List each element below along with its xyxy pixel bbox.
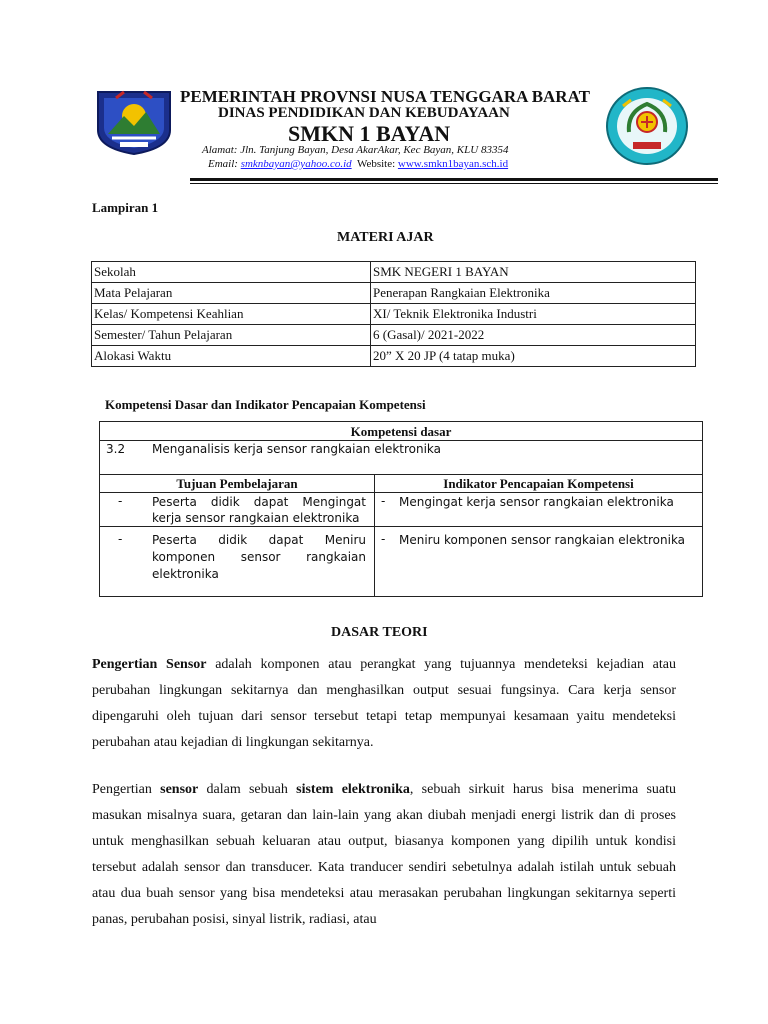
divider [100, 492, 702, 493]
divider [374, 474, 375, 596]
info-value: SMK NEGERI 1 BAYAN [371, 262, 696, 283]
kd-header: Kompetensi dasar [350, 424, 452, 439]
email-link[interactable]: smknbayan@yahoo.co.id [240, 158, 352, 170]
header-department-line: DINAS PENDIDIKAN DAN KEBUDAYAAN [218, 105, 510, 121]
page-title: MATERI AJAR [337, 230, 434, 245]
kd-text: Menganalisis kerja sensor rangkaian elektronika [152, 442, 442, 456]
attachment-label: Lampiran 1 [92, 200, 159, 215]
paragraph-sensor-definition [92, 652, 676, 756]
divider [100, 440, 702, 441]
paragraph-text: Pengertian [92, 782, 161, 797]
paragraph-text: adalah komponen atau perangkat yang tujuannya mendeteksi kejadian atau perubahan lingkungan sekitarnya dan menghasilkan output sesuai fungsinya. Cara kerja sensor dipengaruhi oleh tujuan dari sensor tersebut tetapi tetap mempunyai kesamaan yaitu mendeteksi perubahan atau kejadian di lingkungan sekitarnya. [92, 657, 676, 750]
info-label: Kelas/ Kompetensi Keahlian [92, 304, 371, 325]
school-emblem-logo [605, 86, 689, 166]
info-label: Mata Pelajaran [92, 283, 371, 304]
header-school-name: SMKN 1 BAYAN [288, 121, 451, 146]
kd-number: 3.2 [106, 442, 126, 456]
bullet: - [118, 532, 123, 546]
email-label: Email: [208, 158, 241, 170]
bullet: - [118, 494, 123, 508]
table-row [92, 304, 696, 325]
header-government-line: PEMERINTAH PROVNSI NUSA TENGGARA BARAT [180, 87, 590, 106]
table-row [92, 325, 696, 346]
kd-table [99, 421, 703, 597]
table-row [92, 283, 696, 304]
bullet: - [381, 494, 386, 508]
info-value: 6 (Gasal)/ 2021-2022 [371, 325, 696, 346]
info-value: 20” X 20 JP (4 tatap muka) [371, 346, 696, 367]
objective-item: Peserta didik dapat Meniru komponen sensor rangkaian elektronika [152, 533, 366, 581]
paragraph-text: , sebuah sirkuit harus bisa menerima suatu masukan misalnya suara, getaran dan lain-lain yang akan diubah menjadi energi listrik dan di proses untuk menghasilkan sebuah keluaran atau output, biasanya komponen yang dipilih untuk kondisi tersebut adalah sensor dan transducer. Kata tranducer sendiri sebetulnya adalah istilah untuk sebuah atau dua buah sensor yang bisa mendeteksi atau merasakan perubahan lingkungan sekitarnya seperti panas, perubahan posisi, sinyal listrik, radiasi, atau [92, 782, 677, 927]
col-header-objectives: Tujuan Pembelajaran [176, 476, 298, 491]
objective-item: Peserta didik dapat Mengingat kerja sensor rangkaian elektronika [152, 495, 366, 525]
info-label: Semester/ Tahun Pelajaran [92, 325, 371, 346]
divider [100, 474, 702, 475]
col-header-indicators: Indikator Pencapaian Kompetensi [443, 476, 634, 491]
paragraph-sensor-electronics [92, 777, 676, 933]
info-table [91, 261, 696, 367]
website-label: Website: [351, 158, 398, 170]
header-contact-line [208, 158, 508, 170]
indicator-item: Mengingat kerja sensor rangkaian elektronika [399, 495, 674, 509]
divider [100, 526, 702, 527]
paragraph-text: dalam sebuah [198, 782, 297, 797]
bold-term: Pengertian Sensor [92, 657, 207, 672]
info-label: Alokasi Waktu [92, 346, 371, 367]
header-rule-thick [190, 178, 718, 181]
bold-term: sistem elektronika [296, 782, 410, 797]
table-row [92, 262, 696, 283]
theory-heading: DASAR TEORI [331, 625, 428, 640]
bold-term: sensor [160, 782, 199, 797]
indicator-item: Meniru komponen sensor rangkaian elektronika [399, 533, 686, 547]
header-address: Alamat: Jln. Tanjung Bayan, Desa AkarAkar, Kec Bayan, KLU 83354 [202, 144, 509, 156]
info-value: XI/ Teknik Elektronika Industri [371, 304, 696, 325]
table-row [92, 346, 696, 367]
website-link[interactable]: www.smkn1bayan.sch.id [397, 158, 509, 170]
bullet: - [381, 532, 386, 546]
header-rule-thin [190, 183, 718, 184]
provincial-emblem-logo [94, 90, 174, 156]
info-label: Sekolah [92, 262, 371, 283]
info-value: Penerapan Rangkaian Elektronika [371, 283, 696, 304]
kd-section-heading: Kompetensi Dasar dan Indikator Pencapaian Kompetensi [105, 397, 426, 412]
